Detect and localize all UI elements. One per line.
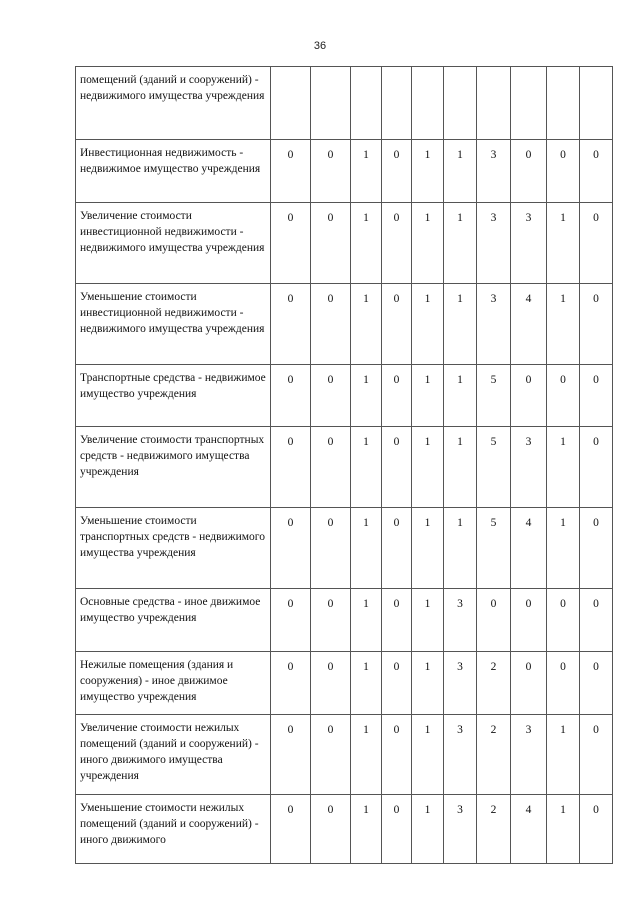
code-digit-cell: 0 [311,508,351,589]
code-digit-cell: 4 [511,795,547,864]
code-digit-cell: 0 [547,589,580,652]
code-digit-cell [351,67,382,140]
account-name-cell: Инвестиционная недвижимость - недвижимое имущество учреждения [76,140,271,203]
code-digit-cell: 0 [311,715,351,795]
code-digit-cell: 1 [412,427,444,508]
code-digit-cell: 0 [580,715,613,795]
code-digit-cell: 1 [412,652,444,715]
code-digit-cell: 1 [351,203,382,284]
code-digit-cell: 0 [271,427,311,508]
table-row [76,365,613,427]
code-digit-cell: 0 [382,652,412,715]
code-digit-cell: 0 [271,589,311,652]
code-digit-cell: 1 [547,795,580,864]
code-digit-cell: 2 [477,652,511,715]
code-digit-cell: 0 [580,365,613,427]
code-digit-cell: 3 [511,203,547,284]
table-body [76,67,613,864]
code-digit-cell: 0 [547,652,580,715]
code-digit-cell: 1 [351,652,382,715]
table-row [76,203,613,284]
account-name-cell: Основные средства - иное движимое имущество учреждения [76,589,271,652]
code-digit-cell: 3 [444,795,477,864]
code-digit-cell: 1 [412,589,444,652]
code-digit-cell: 1 [444,365,477,427]
code-digit-cell: 1 [444,284,477,365]
account-name-cell: Уменьшение стоимости транспортных средств - недвижимого имущества учреждения [76,508,271,589]
table-row [76,284,613,365]
code-digit-cell: 5 [477,427,511,508]
code-digit-cell [477,67,511,140]
code-digit-cell: 0 [311,589,351,652]
code-digit-cell: 0 [271,715,311,795]
table-row [76,67,613,140]
code-digit-cell: 1 [351,284,382,365]
page-number: 36 [313,40,327,52]
code-digit-cell: 0 [311,284,351,365]
code-digit-cell [444,67,477,140]
code-digit-cell: 0 [382,715,412,795]
code-digit-cell: 1 [444,427,477,508]
code-digit-cell: 3 [511,715,547,795]
code-digit-cell: 1 [412,140,444,203]
code-digit-cell: 1 [351,589,382,652]
code-digit-cell [412,67,444,140]
code-digit-cell: 3 [477,203,511,284]
code-digit-cell: 3 [444,652,477,715]
table-row [76,652,613,715]
code-digit-cell: 0 [311,652,351,715]
table-row [76,589,613,652]
account-name-cell: Уменьшение стоимости инвестиционной недвижимости - недвижимого имущества учреждения [76,284,271,365]
code-digit-cell: 3 [511,427,547,508]
code-digit-cell: 0 [382,795,412,864]
code-digit-cell: 0 [311,427,351,508]
code-digit-cell [547,67,580,140]
code-digit-cell: 0 [580,203,613,284]
code-digit-cell: 5 [477,508,511,589]
code-digit-cell: 1 [351,508,382,589]
code-digit-cell: 0 [271,652,311,715]
code-digit-cell: 1 [412,365,444,427]
code-digit-cell: 0 [311,365,351,427]
code-digit-cell: 1 [412,508,444,589]
code-digit-cell: 2 [477,715,511,795]
code-digit-cell: 0 [382,589,412,652]
code-digit-cell: 0 [477,589,511,652]
code-digit-cell [382,67,412,140]
code-digit-cell: 0 [271,795,311,864]
code-digit-cell: 1 [351,140,382,203]
account-name-cell: Транспортные средства - недвижимое имущество учреждения [76,365,271,427]
code-digit-cell: 0 [511,365,547,427]
code-digit-cell: 0 [580,284,613,365]
code-digit-cell [271,67,311,140]
table-row [76,427,613,508]
code-digit-cell: 0 [382,140,412,203]
code-digit-cell: 1 [547,203,580,284]
code-digit-cell [311,67,351,140]
account-name-cell: Увеличение стоимости транспортных средств - недвижимого имущества учреждения [76,427,271,508]
code-digit-cell: 0 [511,589,547,652]
code-digit-cell: 0 [580,140,613,203]
account-name-cell: помещений (зданий и сооружений) - недвижимого имущества учреждения [76,67,271,140]
code-digit-cell: 0 [382,203,412,284]
code-digit-cell: 1 [547,715,580,795]
code-digit-cell: 4 [511,284,547,365]
code-digit-cell: 0 [311,203,351,284]
account-codes-table [75,66,613,864]
code-digit-cell [580,67,613,140]
code-digit-cell: 3 [444,589,477,652]
code-digit-cell: 0 [311,795,351,864]
code-digit-cell: 0 [580,652,613,715]
code-digit-cell: 0 [511,652,547,715]
table-row [76,508,613,589]
account-name-cell: Увеличение стоимости инвестиционной недвижимости - недвижимого имущества учреждения [76,203,271,284]
code-digit-cell: 1 [444,203,477,284]
code-digit-cell: 0 [580,795,613,864]
code-digit-cell: 1 [351,427,382,508]
code-digit-cell: 1 [351,365,382,427]
code-digit-cell: 1 [547,508,580,589]
code-digit-cell: 3 [477,284,511,365]
code-digit-cell: 1 [351,715,382,795]
code-digit-cell: 0 [382,427,412,508]
code-digit-cell: 1 [444,508,477,589]
code-digit-cell: 0 [580,427,613,508]
code-digit-cell: 1 [412,715,444,795]
code-digit-cell: 0 [547,140,580,203]
code-digit-cell: 0 [382,508,412,589]
code-digit-cell: 1 [412,203,444,284]
account-name-cell: Нежилые помещения (здания и сооружения) - иное движимое имущество учреждения [76,652,271,715]
account-name-cell: Уменьшение стоимости нежилых помещений (зданий и сооружений) - иного движимого [76,795,271,864]
code-digit-cell: 0 [271,284,311,365]
code-digit-cell: 4 [511,508,547,589]
table-row [76,140,613,203]
code-digit-cell: 1 [547,427,580,508]
code-digit-cell: 3 [444,715,477,795]
code-digit-cell [511,67,547,140]
code-digit-cell: 1 [547,284,580,365]
code-digit-cell: 1 [444,140,477,203]
code-digit-cell: 0 [580,589,613,652]
code-digit-cell: 0 [511,140,547,203]
table-row [76,795,613,864]
code-digit-cell: 2 [477,795,511,864]
code-digit-cell: 0 [271,508,311,589]
code-digit-cell: 1 [351,795,382,864]
table-row [76,715,613,795]
code-digit-cell: 5 [477,365,511,427]
code-digit-cell: 0 [580,508,613,589]
code-digit-cell: 0 [311,140,351,203]
account-name-cell: Увеличение стоимости нежилых помещений (зданий и сооружений) - иного движимого имущества учреждения [76,715,271,795]
code-digit-cell: 0 [547,365,580,427]
code-digit-cell: 3 [477,140,511,203]
code-digit-cell: 1 [412,795,444,864]
code-digit-cell: 0 [382,365,412,427]
code-digit-cell: 0 [271,365,311,427]
code-digit-cell: 1 [412,284,444,365]
code-digit-cell: 0 [382,284,412,365]
code-digit-cell: 0 [271,140,311,203]
code-digit-cell: 0 [271,203,311,284]
